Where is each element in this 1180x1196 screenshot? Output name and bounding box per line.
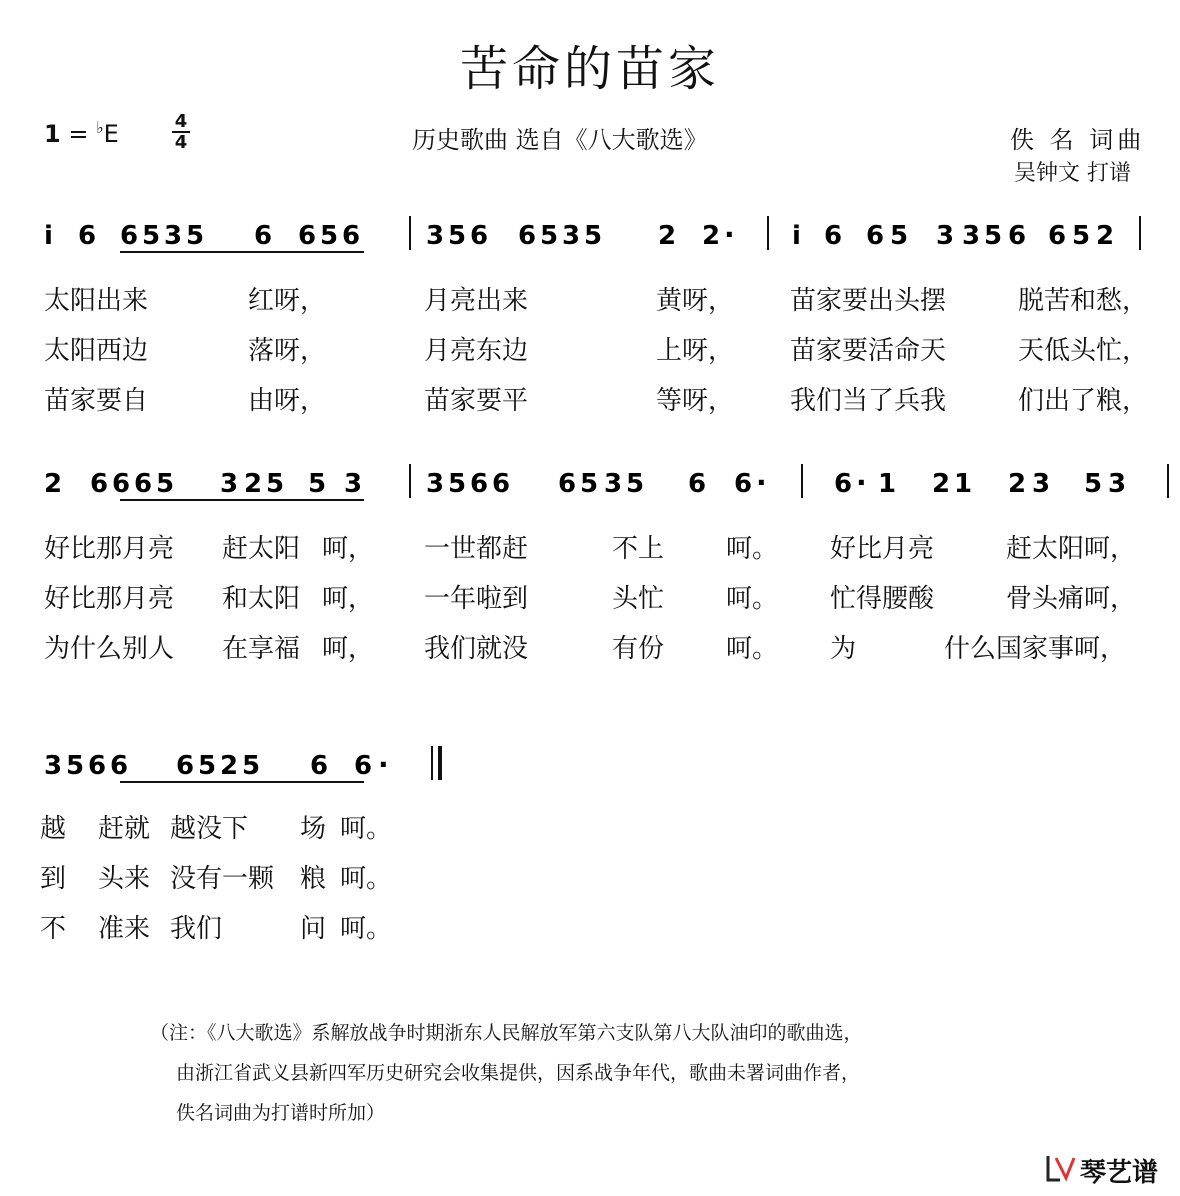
note: 6: [866, 221, 885, 251]
lyric-segment: 准来: [98, 914, 151, 944]
lyric-segment: 呵，: [322, 634, 375, 664]
lyric-segment: 一世都赶: [424, 534, 529, 564]
site-logo: [1044, 1150, 1164, 1186]
lyric-segment: 月亮东边: [424, 336, 529, 366]
note: 6: [254, 221, 273, 251]
lyric-segment: 太阳出来: [44, 286, 149, 316]
note: 3: [604, 469, 623, 499]
lyric-segment: 呵。: [726, 584, 779, 614]
key-note: E: [103, 120, 119, 148]
note: 3: [1032, 469, 1051, 499]
lyric-segment: 苗家要平: [424, 386, 529, 416]
lyric-segment: 呵，: [322, 534, 375, 564]
notation-line-3: [44, 742, 1174, 786]
note: 3: [164, 221, 183, 251]
song-source: 历史歌曲 选自《八大歌选》: [412, 126, 708, 154]
lyric-line-3-3: [0, 908, 1180, 944]
note: 3: [344, 469, 363, 499]
note: 6: [298, 221, 317, 251]
meter-bottom: 4: [172, 131, 190, 152]
lyric-segment: 一年啦到: [424, 584, 529, 614]
note: 6: [834, 469, 853, 499]
note: 2: [244, 469, 263, 499]
lyric-segment: 越没下: [170, 814, 249, 844]
note: i: [792, 221, 801, 251]
lyric-segment: 骨头痛呵，: [1006, 584, 1137, 614]
lyric-segment: 天低头忙，: [1018, 336, 1149, 366]
key-equals: =: [68, 120, 89, 148]
notation-line-1: [44, 212, 1174, 256]
note: 2: [932, 469, 951, 499]
lyric-segment: 呵。: [726, 534, 779, 564]
dot-mark: ·: [724, 218, 735, 251]
lyric-segment: 等呀，: [656, 386, 735, 416]
song-transcriber: 吴钟文 打谱: [1014, 161, 1131, 186]
lyric-line-1-3: [0, 380, 1180, 416]
note: 3: [1108, 469, 1127, 499]
note: 6: [176, 751, 195, 781]
lyric-segment: 没有一颗: [170, 864, 275, 894]
lyric-line-2-3: [0, 628, 1180, 664]
lyric-segment: 头忙: [612, 584, 665, 614]
note: 1: [954, 469, 973, 499]
note: 5: [186, 221, 205, 251]
logo-text: 琴艺谱: [1080, 1158, 1159, 1188]
lyric-segment: 红呀，: [248, 286, 327, 316]
lyric-segment: 呵。: [340, 864, 393, 894]
note: 6: [112, 469, 131, 499]
note: 6: [310, 751, 329, 781]
note: 6: [78, 221, 97, 251]
note: 6: [90, 469, 109, 499]
lyric-segment: 苗家要自: [44, 386, 149, 416]
lyric-line-3-2: [0, 858, 1180, 894]
note: 5: [156, 469, 175, 499]
lyric-segment: 什么国家事呵，: [944, 634, 1127, 664]
note: 5: [584, 221, 603, 251]
lyric-segment: 呵。: [340, 814, 393, 844]
lyric-segment: 和太阳: [222, 584, 301, 614]
note: i: [44, 221, 53, 251]
lyric-segment: 问: [300, 914, 327, 944]
lyric-segment: 我们: [170, 914, 223, 944]
note: 5: [540, 221, 559, 251]
note: 6: [824, 221, 843, 251]
note: 5: [448, 469, 467, 499]
note: 6: [342, 221, 361, 251]
note: 5: [1084, 469, 1103, 499]
note: 5: [320, 221, 339, 251]
lyric-segment: 不上: [612, 534, 665, 564]
note: 3: [562, 221, 581, 251]
note: 5: [308, 469, 327, 499]
note: 6: [354, 751, 373, 781]
lyric-segment: 呵。: [340, 914, 393, 944]
lyric-segment: 不: [40, 914, 67, 944]
note: 1: [878, 469, 897, 499]
lyric-segment: 落呀，: [248, 336, 327, 366]
lyric-line-2-2: [0, 578, 1180, 614]
lyric-segment: 好比那月亮: [44, 534, 175, 564]
lyric-segment: 呵。: [726, 634, 779, 664]
lyric-segment: 粮: [300, 864, 327, 894]
dot-mark: ·: [756, 466, 767, 499]
note: 2: [44, 469, 63, 499]
note: 5: [242, 751, 261, 781]
note: 6: [688, 469, 707, 499]
note: 3: [220, 469, 239, 499]
lyric-segment: 赶太阳: [222, 534, 301, 564]
song-title: 苦命的苗家: [459, 41, 720, 97]
lyric-line-3-1: [0, 808, 1180, 844]
note: 3: [962, 221, 981, 251]
lyric-segment: 黄呀，: [656, 286, 735, 316]
dot-mark: ·: [856, 466, 867, 499]
note: 2: [658, 221, 677, 251]
lyric-segment: 为: [830, 634, 857, 664]
lyric-segment: 赶就: [98, 814, 151, 844]
lyric-segment: 呵，: [322, 584, 375, 614]
lyric-segment: 在享福: [222, 634, 301, 664]
lyric-segment: 我们就没: [424, 634, 529, 664]
lyric-segment: 上呀，: [656, 336, 735, 366]
note: 2: [1096, 221, 1115, 251]
notation-line-2: [44, 460, 1174, 504]
key-signature: [44, 118, 119, 148]
lyric-segment: 苗家要活命天: [790, 336, 947, 366]
footnote-line-3: 佚名词曲为打谱时所加）: [176, 1102, 386, 1124]
dot-mark: ·: [378, 748, 389, 781]
note: 6: [470, 469, 489, 499]
note: 5: [448, 221, 467, 251]
lyric-segment: 有份: [612, 634, 665, 664]
note: 5: [66, 751, 85, 781]
note: 5: [266, 469, 285, 499]
footnote-line-2: 由浙江省武义县新四军历史研究会收集提供，因系战争年代，歌曲未署词曲作者，: [176, 1062, 861, 1084]
note: 6: [1008, 221, 1027, 251]
note: 6: [734, 469, 753, 499]
lyric-segment: 脱苦和愁，: [1018, 286, 1149, 316]
note: 3: [426, 221, 445, 251]
lyric-line-1-2: [0, 330, 1180, 366]
note: 6: [518, 221, 537, 251]
note: 6: [1048, 221, 1067, 251]
note: 6: [88, 751, 107, 781]
lyric-segment: 场: [300, 814, 327, 844]
lyric-segment: 太阳西边: [44, 336, 149, 366]
lyric-segment: 好比那月亮: [44, 584, 175, 614]
note: 6: [134, 469, 153, 499]
note: 5: [142, 221, 161, 251]
meter-top: 4: [174, 111, 188, 132]
note: 3: [426, 469, 445, 499]
lyric-segment: 由呀，: [248, 386, 327, 416]
footnote-line-1: （注：《八大歌选》系解放战争时期浙东人民解放军第六支队第八大队油印的歌曲选，: [150, 1022, 863, 1044]
key-tonic-number: 1: [44, 120, 61, 148]
flat-sign: ♭: [96, 118, 104, 137]
note: 6: [120, 221, 139, 251]
note: 3: [44, 751, 63, 781]
song-author: 佚 名 词曲: [1010, 126, 1146, 154]
note: 6: [470, 221, 489, 251]
lyric-line-2-1: [0, 528, 1180, 564]
lyric-segment: 头来: [98, 864, 151, 894]
note: 5: [1072, 221, 1091, 251]
lyric-segment: 忙得腰酸: [830, 584, 935, 614]
note: 5: [198, 751, 217, 781]
lyric-segment: 为什么别人: [44, 634, 175, 664]
lyric-segment: 月亮出来: [424, 286, 529, 316]
note: 5: [580, 469, 599, 499]
time-signature: [172, 112, 190, 152]
note: 2: [1008, 469, 1027, 499]
note: 5: [984, 221, 1003, 251]
lyric-segment: 们出了粮，: [1018, 386, 1149, 416]
lyric-segment: 苗家要出头摆: [790, 286, 947, 316]
note: 2: [220, 751, 239, 781]
lyric-segment: 我们当了兵我: [790, 386, 947, 416]
lyric-segment: 好比月亮: [830, 534, 935, 564]
note: 2: [702, 221, 721, 251]
lyric-segment: 到: [40, 864, 67, 894]
note: 6: [110, 751, 129, 781]
note: 5: [626, 469, 645, 499]
note: 6: [492, 469, 511, 499]
lyric-segment: 赶太阳呵，: [1006, 534, 1137, 564]
lyric-line-1-1: [0, 280, 1180, 316]
lyric-segment: 越: [40, 814, 67, 844]
note: 3: [936, 221, 955, 251]
note: 5: [890, 221, 909, 251]
note: 6: [558, 469, 577, 499]
